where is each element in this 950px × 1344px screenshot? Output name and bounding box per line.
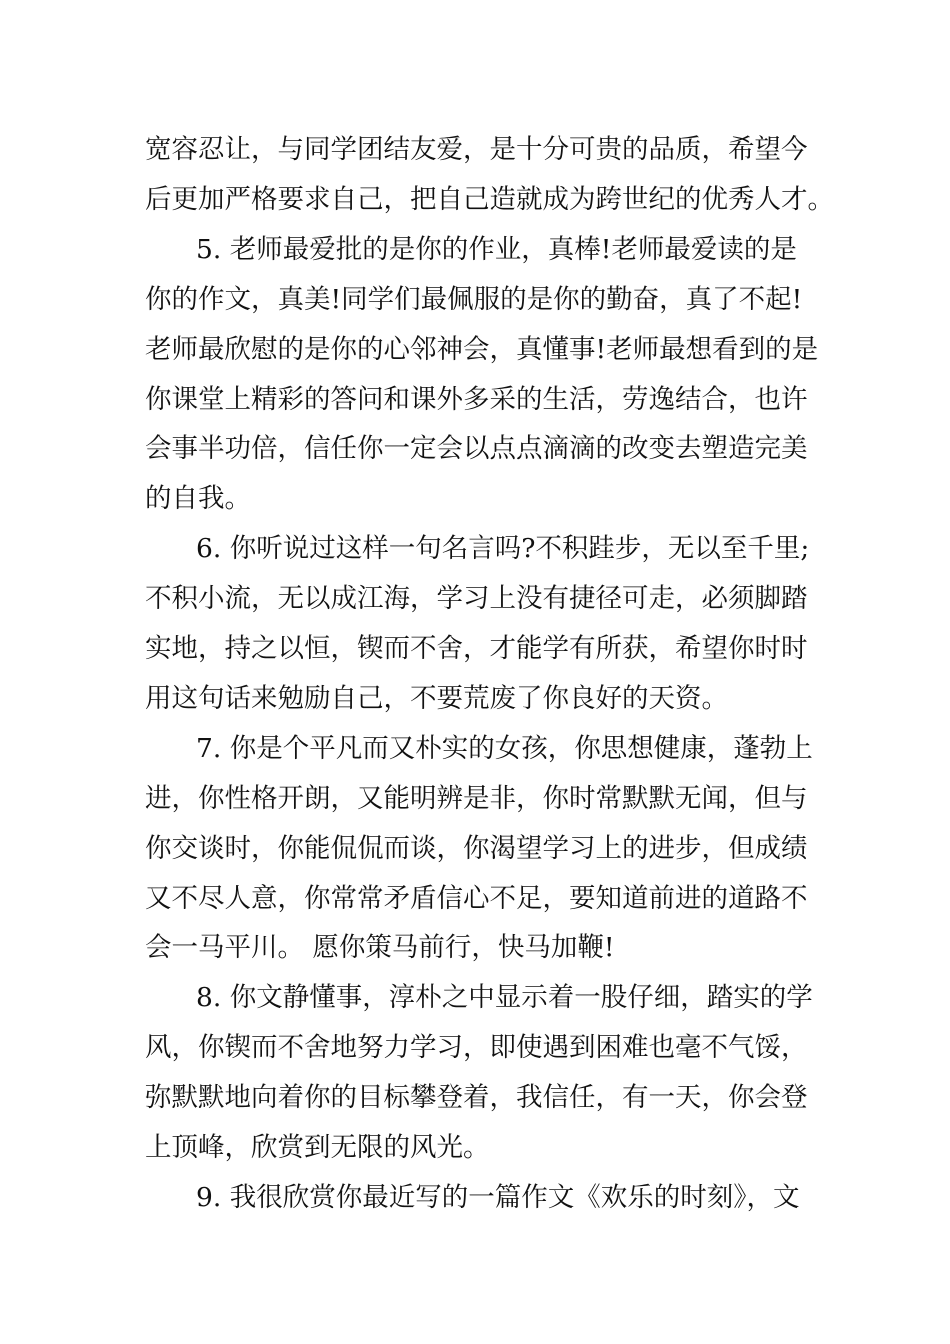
text-line: 会事半功倍，信任你一定会以点点滴滴的改变去塑造完美 [145,433,808,464]
text-line: 风，你锲而不舍地努力学习，即使遇到困难也毫不气馁， [145,1032,808,1063]
paragraph-6-start: 6. 你听说过这样一句名言吗?不积跬步，无以至千里; [196,533,810,564]
text-line: 的自我。 [145,483,251,514]
text-line: 后更加严格要求自己，把自己造就成为跨世纪的优秀人才。 [145,184,834,215]
paragraph-9-start: 9. 我很欣赏你最近写的一篇作文《欢乐的时刻》，文 [196,1182,800,1213]
text-line: 进，你性格开朗，又能明辨是非，你时常默默无闻，但与 [145,783,808,814]
paragraph-5-start: 5. 老师最爱批的是你的作业，真棒!老师最爱读的是 [196,234,797,265]
text-line: 弥默默地向着你的目标攀登着，我信任，有一天，你会登 [145,1082,808,1113]
text-line: 上顶峰，欣赏到无限的风光。 [145,1132,490,1163]
paragraph-8-start: 8. 你文静懂事，淳朴之中显示着一股仔细，踏实的学 [196,982,813,1013]
text-line: 不积小流，无以成江海，学习上没有捷径可走，必须脚踏 [145,583,808,614]
text-line: 又不尽人意，你常常矛盾信心不足，要知道前进的道路不 [145,883,808,914]
text-line: 会一马平川。 愿你策马前行，快马加鞭! [145,932,615,963]
text-line: 你的作文，真美!同学们最佩服的是你的勤奋，真了不起! [145,284,803,315]
paragraph-7-start: 7. 你是个平凡而又朴实的女孩，你思想健康，蓬勃上 [196,733,813,764]
text-line: 你交谈时，你能侃侃而谈，你渴望学习上的进步，但成绩 [145,833,808,864]
text-line: 宽容忍让，与同学团结友爱，是十分可贵的品质，希望今 [145,134,808,165]
text-line: 老师最欣慰的是你的心邻神会，真懂事!老师最想看到的是 [145,334,819,365]
text-line: 你课堂上精彩的答问和课外多采的生活，劳逸结合，也许 [145,384,808,415]
text-line: 实地，持之以恒，锲而不舍，才能学有所获，希望你时时 [145,633,808,664]
text-line: 用这句话来勉励自己，不要荒废了你良好的天资。 [145,683,728,714]
